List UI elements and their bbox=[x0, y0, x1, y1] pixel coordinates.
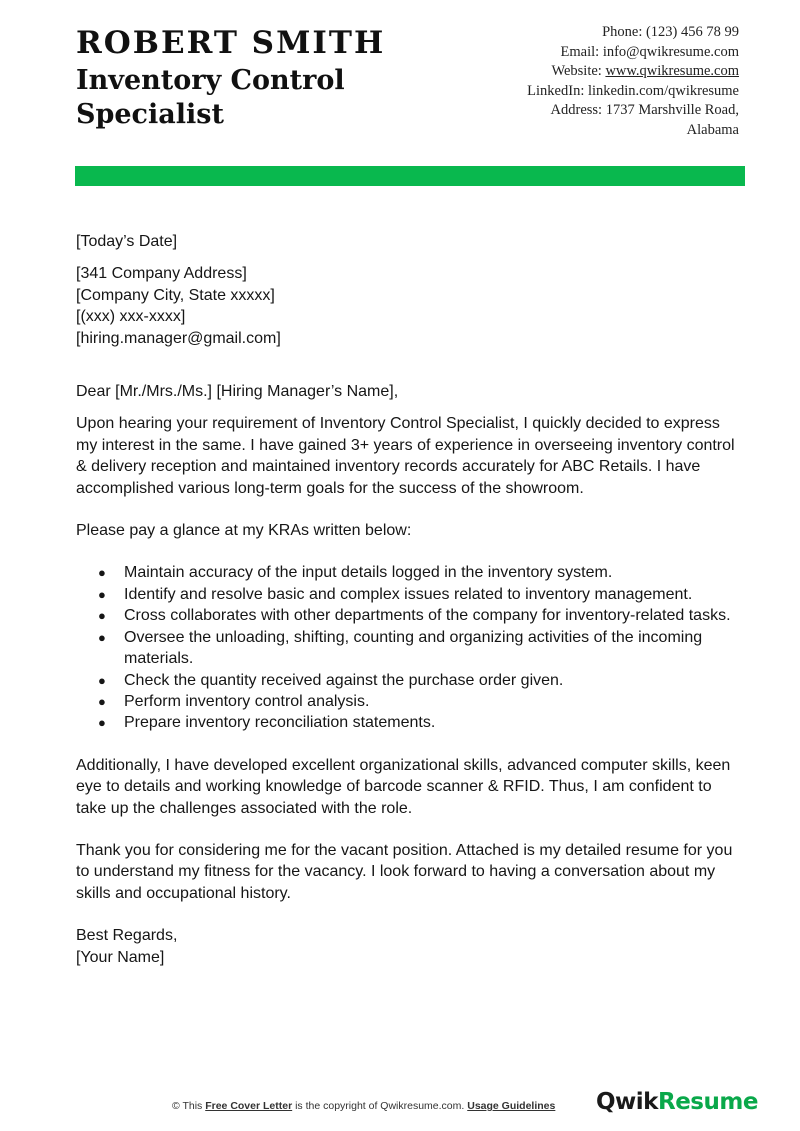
website-link[interactable]: www.qwikresume.com bbox=[605, 63, 739, 79]
kra-text: Check the quantity received against the purchase order given. bbox=[124, 671, 564, 689]
qwikresume-logo[interactable] bbox=[596, 1089, 758, 1115]
kra-item bbox=[76, 670, 736, 691]
brand-resume: Resume bbox=[657, 1089, 758, 1115]
letter-date: [Today’s Date] bbox=[76, 233, 178, 250]
copyright-prefix: © This bbox=[172, 1100, 206, 1112]
free-cover-letter-link[interactable]: Free Cover Letter bbox=[205, 1100, 293, 1112]
recipient-city-line: [Company City, State xxxxx] bbox=[76, 286, 275, 304]
kra-text: Identify and resolve basic and complex issues related to inventory management. bbox=[124, 585, 693, 603]
kra-item bbox=[76, 691, 736, 712]
contact-email: Email: info@qwikresume.com bbox=[560, 43, 739, 60]
copyright-middle: is the copyright of Qwikresume.com. bbox=[292, 1100, 468, 1112]
website-label: Website: bbox=[551, 63, 606, 79]
kra-item bbox=[76, 562, 736, 583]
recipient-address-line: [341 Company Address] bbox=[76, 265, 247, 283]
contact-linkedin: LinkedIn: linkedin.com/qwikresume bbox=[527, 82, 739, 99]
kra-item bbox=[76, 584, 736, 605]
kra-text: Prepare inventory reconciliation statements. bbox=[124, 714, 436, 732]
bullet-icon: ● bbox=[98, 608, 106, 624]
bullet-icon: ● bbox=[98, 586, 106, 602]
accent-divider-bar bbox=[75, 166, 745, 186]
kra-text: Cross collaborates with other departments of the company for inventory-related tasks. bbox=[124, 607, 731, 625]
closing-paragraph: Thank you for considering me for the vacant position. Attached is my detailed resume for you to understand my fitness for the vacancy. I look forward to having a conversation about my skills and occupational history. bbox=[76, 841, 733, 902]
kra-item bbox=[76, 605, 736, 626]
contact-phone: Phone: (123) 456 78 99 bbox=[602, 24, 739, 40]
kra-text: Maintain accuracy of the input details logged in the inventory system. bbox=[124, 564, 613, 582]
bullet-icon: ● bbox=[98, 629, 106, 645]
recipient-email-line: [hiring.manager@gmail.com] bbox=[76, 329, 281, 347]
kra-text: Oversee the unloading, shifting, counting and organizing activities of the incoming materials. bbox=[124, 628, 703, 668]
job-title: Inventory Control Specialist bbox=[76, 65, 345, 130]
sign-off: Best Regards, bbox=[76, 927, 178, 945]
footer bbox=[0, 1089, 800, 1116]
skills-paragraph: Additionally, I have developed excellent organizational skills, advanced computer skills, keen eye to details and working knowledge of barcode scanner & RFID. Thus, I am confident to take up the challenges associated with the role. bbox=[76, 756, 731, 817]
kra-text: Perform inventory control analysis. bbox=[124, 692, 370, 710]
bullet-icon: ● bbox=[98, 565, 106, 581]
signature-name: [Your Name] bbox=[76, 948, 165, 966]
contact-address-line1: Address: 1737 Marshville Road, bbox=[550, 102, 739, 118]
kra-list bbox=[76, 562, 736, 733]
kra-intro: Please pay a glance at my KRAs written below: bbox=[76, 522, 412, 540]
salutation: Dear [Mr./Mrs./Ms.] [Hiring Manager’s Name], bbox=[76, 383, 399, 401]
bullet-icon: ● bbox=[98, 672, 106, 688]
contact-address-line2: Alabama bbox=[686, 121, 739, 138]
applicant-name: ROBERT SMITH bbox=[76, 25, 386, 61]
brand-qwik: Qwik bbox=[596, 1089, 658, 1115]
kra-item bbox=[76, 712, 736, 733]
usage-guidelines-link[interactable]: Usage Guidelines bbox=[467, 1100, 556, 1112]
contact-block bbox=[527, 23, 739, 140]
contact-website bbox=[527, 62, 739, 82]
copyright-note bbox=[172, 1100, 555, 1112]
header-left bbox=[76, 24, 476, 132]
kra-item bbox=[76, 627, 736, 670]
letter-body bbox=[76, 231, 736, 968]
recipient-phone-line: [(xxx) xxx-xxxx] bbox=[76, 308, 186, 326]
bullet-icon: ● bbox=[98, 693, 106, 709]
intro-paragraph: Upon hearing your requirement of Inventory Control Specialist, I quickly decided to express my interest in the same. I have gained 3+ years of experience in overseeing inventory control & delivery reception and maintained inventory records accurately for ABC Retails. I have accomplished various long-term goals for the success of the showroom. bbox=[76, 415, 735, 497]
bullet-icon: ● bbox=[98, 715, 106, 731]
